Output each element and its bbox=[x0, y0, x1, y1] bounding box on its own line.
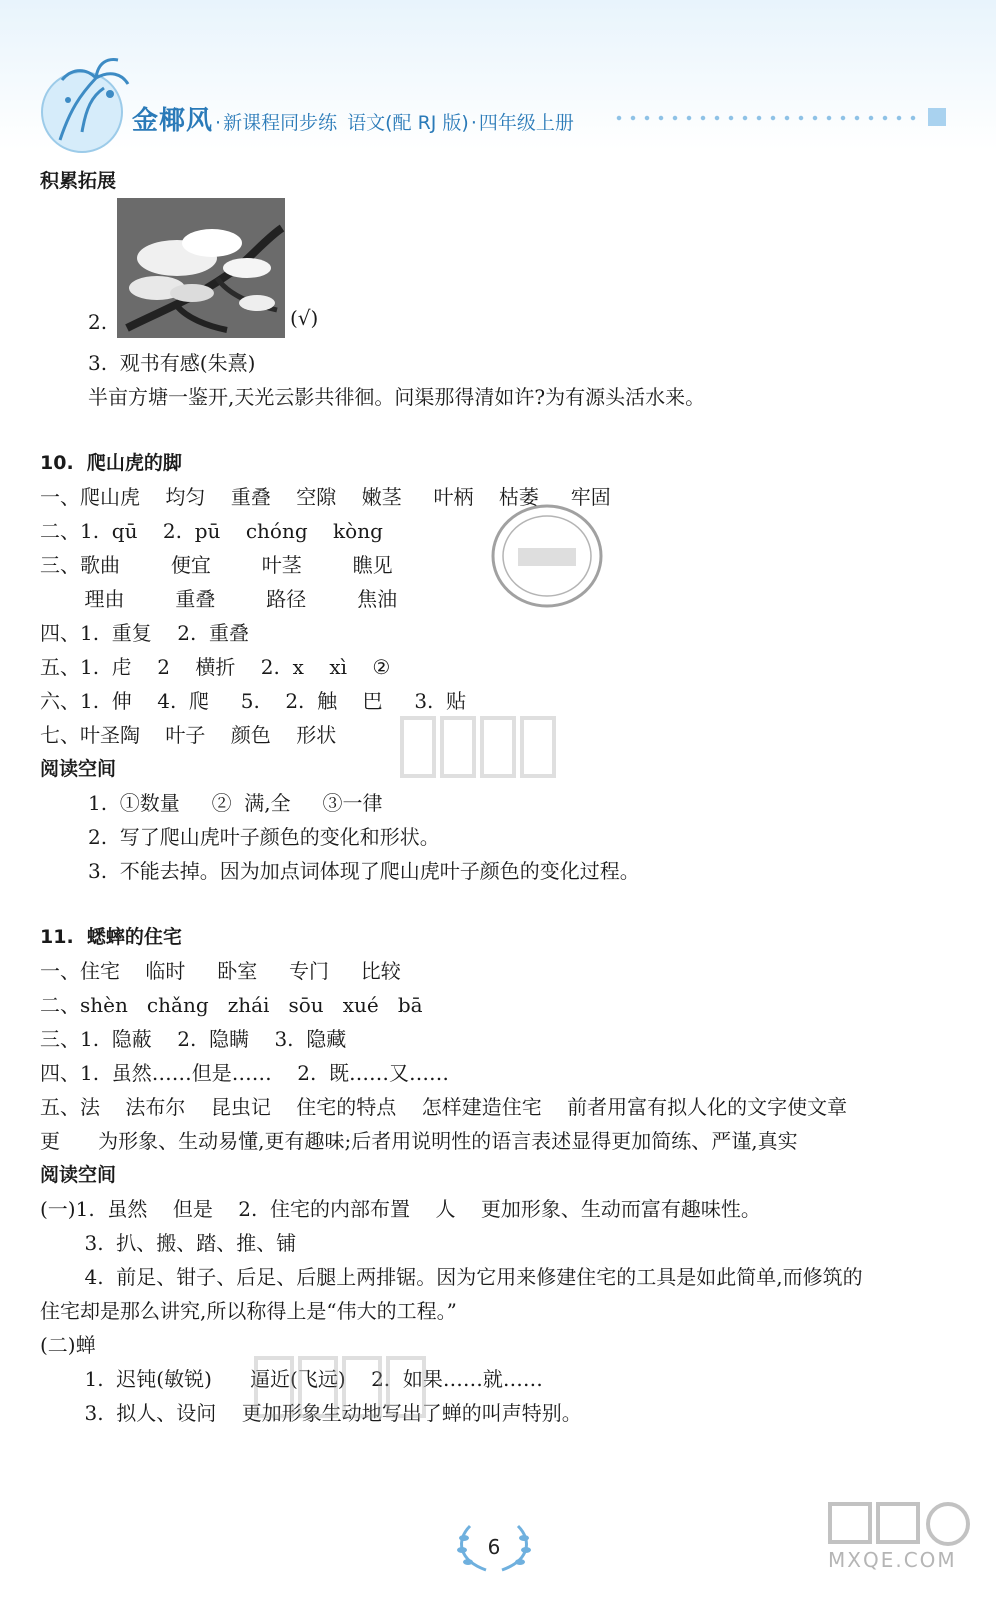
answer-line: 三、1. 隐蔽 2. 隐瞒 3. 隐藏 bbox=[40, 1027, 347, 1051]
header-dots bbox=[612, 115, 922, 121]
header-square bbox=[928, 108, 946, 126]
grade-name: 四年级上册 bbox=[478, 112, 574, 134]
answer-line: 四、1. 虽然……但是…… 2. 既……又…… bbox=[40, 1061, 450, 1085]
reading-answer: (一)1. 虽然 但是 2. 住宅的内部布置 人 更加形象、生动而富有趣味性。 bbox=[40, 1197, 761, 1221]
reading-answer: (二)蝉 bbox=[40, 1333, 96, 1357]
page-content bbox=[40, 164, 960, 1430]
reading-answer: 3. 扒、搬、踏、推、铺 bbox=[40, 1231, 297, 1255]
subject-name: 语文(配 RJ 版) bbox=[347, 112, 469, 134]
answer-line: 一、住宅 临时 卧室 专门 比较 bbox=[40, 959, 401, 983]
reading-answer: 1. 迟钝(敏锐) 逼近(飞远) 2. 如果……就…… bbox=[40, 1367, 543, 1391]
answer-line: 三、歌曲 便宜 叶茎 瞧见 bbox=[40, 553, 393, 577]
reading-answer: 3. 拟人、设问 更加形象生动地写出了蝉的叫声特别。 bbox=[40, 1401, 582, 1425]
page-number: 6 bbox=[487, 1535, 501, 1559]
page-header bbox=[0, 0, 996, 160]
reading-answer: 住宅却是那么讲究,所以称得上是“伟大的工程。” bbox=[40, 1299, 457, 1323]
watermark-mark bbox=[398, 708, 558, 788]
answer-line: 更 为形象、生动易懂,更有趣味;后者用说明性的语言表述显得更加简练、严谨,真实 bbox=[40, 1129, 798, 1153]
watermark-mark bbox=[252, 1348, 432, 1428]
lesson-title: 10. 爬山虎的脚 bbox=[40, 452, 182, 474]
answer-line: 二、1. qū 2. pū chóng kòng bbox=[40, 519, 383, 543]
item-number: 2. bbox=[88, 310, 108, 334]
answer-line: 二、shèn chǎng zhái sōu xué bā bbox=[40, 993, 423, 1017]
answer-line: 一、爬山虎 均匀 重叠 空隙 嫩茎 叶柄 枯萎 牢固 bbox=[40, 485, 611, 509]
answer-line: 五、法 法布尔 昆虫记 住宅的特点 怎样建造住宅 前者用富有拟人化的文字使文章 bbox=[40, 1095, 848, 1119]
section-title: 积累拓展 bbox=[40, 170, 117, 192]
answer-line: 四、1. 重复 2. 重叠 bbox=[40, 621, 250, 645]
header-title: 金椰风 · 新课程同步练 语文(配 RJ 版) · 四年级上册 bbox=[132, 106, 574, 136]
check-mark: (√) bbox=[290, 306, 319, 330]
reading-title: 阅读空间 bbox=[40, 758, 117, 780]
answer-line: 五、1. 虍 2 横折 2. x xì ② bbox=[40, 655, 391, 679]
corner-watermark-logo bbox=[790, 1500, 980, 1590]
reading-answer: 3. 不能去掉。因为加点词体现了爬山虎叶子颜色的变化过程。 bbox=[88, 859, 640, 883]
stamp-seal bbox=[488, 500, 606, 612]
lesson-title: 11. 蟋蟀的住宅 bbox=[40, 926, 182, 948]
reading-title: 阅读空间 bbox=[40, 1164, 117, 1186]
snow-plum-photo bbox=[117, 198, 285, 338]
answer-line: 理由 重叠 路径 焦油 bbox=[40, 587, 398, 611]
poem-title: 3. 观书有感(朱熹) bbox=[88, 351, 256, 375]
brand-name: 金椰风 bbox=[132, 106, 214, 136]
reading-answer: 2. 写了爬山虎叶子颜色的变化和形状。 bbox=[88, 825, 440, 849]
image-answer-row bbox=[40, 198, 960, 346]
series-name: 新课程同步练 bbox=[223, 112, 338, 134]
answer-line: 七、叶圣陶 叶子 颜色 形状 bbox=[40, 723, 337, 747]
corner-watermark-text: MXQE.COM bbox=[828, 1548, 957, 1572]
reading-answer: 4. 前足、钳子、后足、后腿上两排锯。因为它用来修建住宅的工具是如此简单,而修筑的 bbox=[40, 1265, 863, 1289]
reading-answer: 1. ①数量 ② 满,全 ③一律 bbox=[88, 791, 383, 815]
answer-line: 六、1. 伸 4. 爬 5. 2. 触 巴 3. 贴 bbox=[40, 689, 467, 713]
poem-text: 半亩方塘一鉴开,天光云影共徘徊。问渠那得清如许?为有源头活水来。 bbox=[88, 385, 706, 409]
